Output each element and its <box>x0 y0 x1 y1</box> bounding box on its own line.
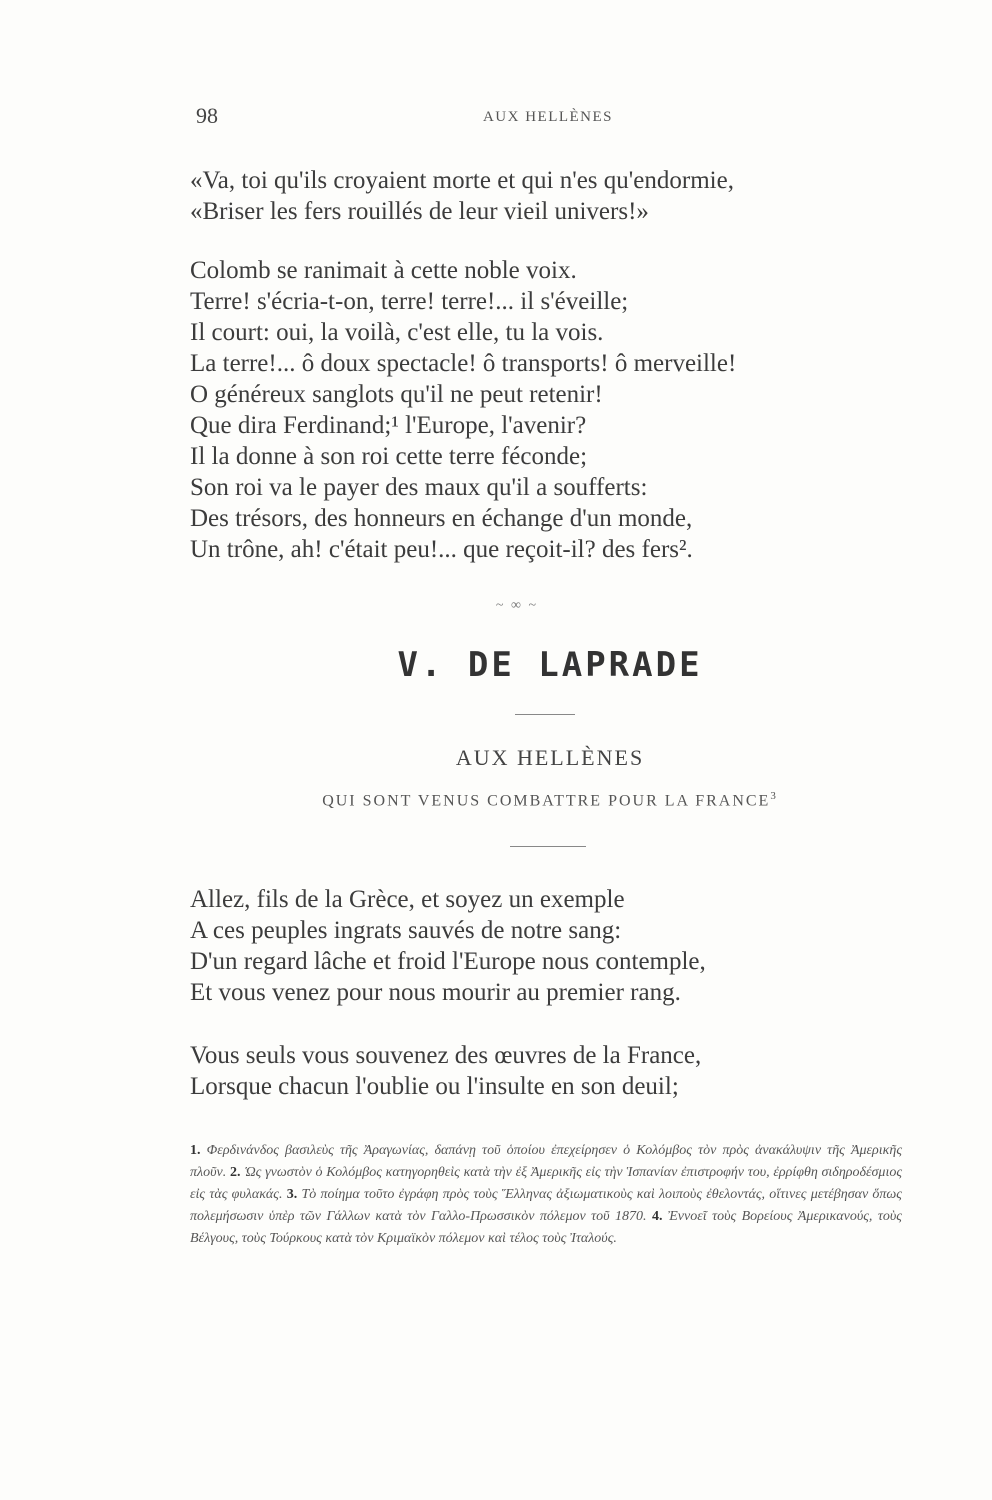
verse-line: Il court: oui, la voilà, c'est elle, tu la vois. <box>190 319 604 346</box>
footnote-text: Ἐννοεῖ τοὺς Βορείους Ἀμερικανούς, τοὺς Βέλγους, τοὺς Τούρκους κατὰ τὸν Κριμαϊκὸν πόλεμον καὶ τέλος τοὺς Ἰταλούς. <box>190 1209 902 1246</box>
page-number: 98 <box>196 103 218 128</box>
footnote-number: 4. <box>651 1209 663 1224</box>
verse-line: Colomb se ranimait à cette noble voix. <box>190 257 577 284</box>
footnote-number: 1. <box>190 1143 201 1158</box>
verse-line: D'un regard lâche et froid l'Europe nous contemple, <box>190 948 706 975</box>
footnote-text: Ὡς γνωστὸν ὁ Κολόμβος κατηγορηθεὶς κατὰ τὴν ἐξ Ἀμερικῆς εἰς τὴν Ἱσπανίαν ἐπιστροφήν του, ἐρρίφθη σιδηροδέσμιος εἰς τὰς φυλακάς. <box>190 1165 903 1202</box>
footnote-number: 2. <box>229 1165 241 1180</box>
verse-line: Son roi va le payer des maux qu'il a soufferts: <box>190 474 648 501</box>
poem-subtitle-text: QUI SONT VENUS COMBATTRE POUR LA FRANCE <box>322 792 771 810</box>
footnote-text: Τὸ ποίημα τοῦτο ἐγράφη πρὸς τοὺς Ἕλληνας ἀξιωματικοὺς καὶ λοιποὺς ἐθελοντάς, οἵτινες μετέβησαν ὅπως πολεμήσωσιν ὑπὲρ τῶν Γάλλων κατὰ τὸν Γαλλο-Πρωσσικὸν πόλεμον τοῦ 1870. <box>190 1187 902 1224</box>
stanza-3 <box>190 884 910 1008</box>
verse-line: O généreux sanglots qu'il ne peut retenir! <box>190 381 603 408</box>
footnote-number: 3. <box>286 1187 298 1202</box>
verse-line: La terre!... ô doux spectacle! ô transports! ô merveille! <box>190 350 737 377</box>
author-name: V. DE LAPRADE <box>397 645 703 685</box>
footnote-text: Φερδινάνδος βασιλεὺς τῆς Ἀραγωνίας, δαπάνῃ τοῦ ὁποίου ἐπεχείρησεν ὁ Κολόμβος τὸν πρὸς ἀνακάλυψιν τῆς Ἀμερικῆς πλοῦν. <box>190 1143 903 1180</box>
section-ornament: ~ ∞ ~ <box>495 598 539 613</box>
title-rule <box>515 714 575 715</box>
verse-line: Allez, fils de la Grèce, et soyez un exemple <box>190 886 625 913</box>
running-head: AUX HELLÈNES <box>482 109 614 125</box>
poem-title: AUX HELLÈNES <box>455 745 645 770</box>
verse-line: «Va, toi qu'ils croyaient morte et qui n'es qu'endormie, <box>190 167 734 194</box>
stanza-2 <box>190 255 910 565</box>
verse-line: Et vous venez pour nous mourir au premier rang. <box>190 979 681 1006</box>
verse-line: Un trône, ah! c'était peu!... que reçoit-il? des fers². <box>190 536 693 563</box>
verse-line: «Briser les fers rouillés de leur vieil univers!» <box>190 198 649 225</box>
verse-line: Vous seuls vous souvenez des œuvres de la France, <box>190 1042 702 1069</box>
verse-line: Terre! s'écria-t-on, terre! terre!... il s'éveille; <box>190 288 629 315</box>
verse-line: A ces peuples ingrats sauvés de notre sang: <box>190 917 622 944</box>
stanza-1 <box>190 165 910 227</box>
verse-line: Que dira Ferdinand;¹ l'Europe, l'avenir? <box>190 412 587 439</box>
verse-line: Lorsque chacun l'oublie ou l'insulte en son deuil; <box>190 1073 679 1100</box>
poem-subtitle <box>190 790 910 810</box>
stanza-4 <box>190 1040 910 1102</box>
footnote-mark: 3 <box>770 790 778 802</box>
page-header <box>196 103 900 133</box>
footnotes <box>190 1140 902 1250</box>
verse-line: Il la donne à son roi cette terre féconde; <box>190 443 588 470</box>
subtitle-rule <box>510 846 586 847</box>
verse-line: Des trésors, des honneurs en échange d'un monde, <box>190 505 693 532</box>
